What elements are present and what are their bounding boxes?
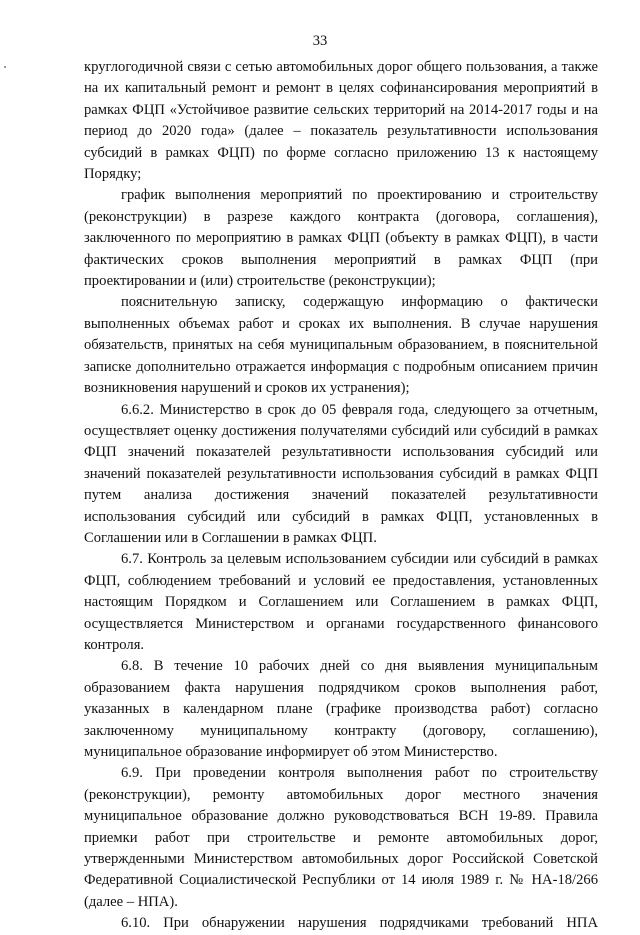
page-number: 33 [312,33,328,49]
paragraph-6-8: 6.8. В течение 10 рабочих дней со дня выявления муниципальным образованием факта нарушения подрядчиком сроков выполнения работ, указанных в календарном плане (графике производства работ) согласно заключенному муниципальному контракту (договору, соглашению), муниципальное образование информирует об этом Министерство. [84,658,598,760]
paragraph-6-9: 6.9. При проведении контроля выполнения работ по строительству (реконструкции), ремонту автомобильных дорог местного значения муниципальное образование должно руководствоваться ВСН 19-89. Правила приемки работ при строительстве и ремонте автомобильных дорог, утвержденными Министерством автомобильных дорог Российской Советской Федеративной Социалистической Республики от 14 июля 1989 г. № НА-18/266 (далее – НПА). [84,765,598,910]
paragraph-explanatory-note: пояснительную записку, содержащую информацию о фактически выполненных объемах работ и сроках их выполнения. В случае нарушения обязательств, принятых на себя муниципальным образованием, в пояснительной записке дополнительно отражается информация с подробным описанием причин возникновения нарушений и сроков их устранения); [84,294,598,397]
paragraph-6-7: 6.7. Контроль за целевым использованием субсидии или субсидий в рамках ФЦП, соблюдением требований и условий ее предоставления, установленных настоящим Порядком и Соглашением или Соглашением в рамках ФЦП, осуществляется Министерством и органами государственного финансового контроля. [84,551,598,653]
document-body [84,57,598,935]
paragraph-6-6-2: 6.6.2. Министерство в срок до 05 февраля года, следующего за отчетным, осуществляет оценку достижения получателями субсидий или субсидий в рамках ФЦП значений показателей результативности использования субсидий или значений показателей результативности использования субсидий в рамках ФЦП путем анализа достижения значений показателей результативности использования субсидий или субсидий в рамках ФЦП, установленных в Соглашении или в Соглашении в рамках ФЦП. [84,401,598,546]
paragraph-continuation: круглогодичной связи с сетью автомобильных дорог общего пользования, а также на их капитальный ремонт и ремонт в целях софинансирования мероприятий в рамках ФЦП «Устойчивое развитие сельских территорий на 2014-2017 годы и на период до 2020 года» (далее – показатель результативности использования субсидий в рамках ФЦП) по форме согласно приложению 13 к настоящему Порядку; [84,59,598,183]
paragraph-6-10: 6.10. При обнаружении нарушения подрядчиками требований НПА [121,915,598,932]
margin-mark [4,66,6,68]
paragraph-schedule: график выполнения мероприятий по проектированию и строительству (реконструкции) в разрезе каждого контракта (договора, соглашения), заключенного по мероприятию в рамках ФЦП (объекту в рамках ФЦП), в части фактических сроков выполнения мероприятий в рамках ФЦП (при проектировании и (или) строительстве (реконструкции); [84,187,598,290]
